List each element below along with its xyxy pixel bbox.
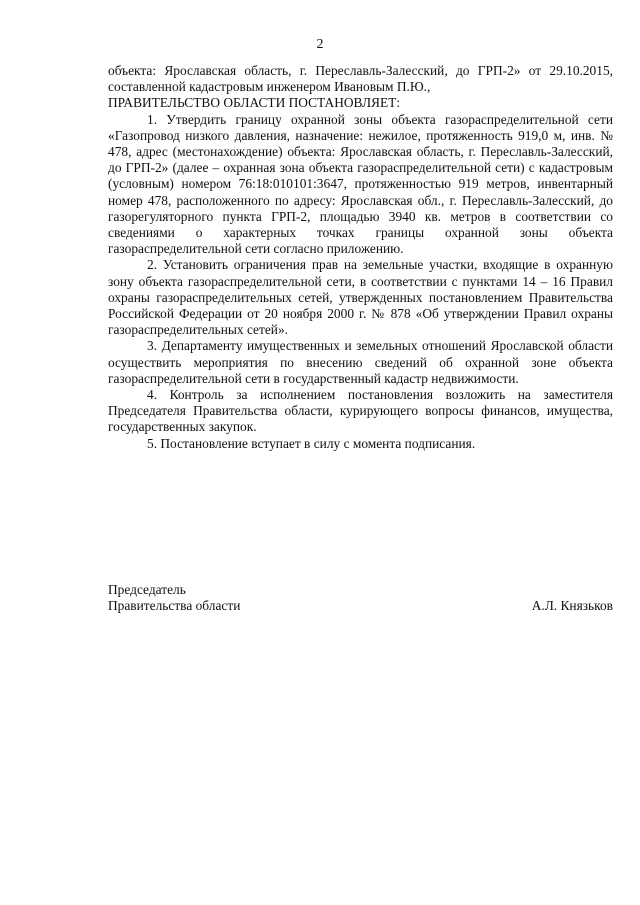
signer-name: А.Л. Князьков — [531, 598, 613, 614]
signature-block — [108, 582, 613, 614]
signature-row — [108, 598, 613, 614]
item-5: 5. Постановление вступает в силу с момента подписания. — [147, 435, 476, 451]
page-number: 2 — [316, 37, 324, 52]
intro-paragraph: объекта: Ярославская область, г. Переславль-Залесский, до ГРП-2» от 29.10.2015, составленной кадастровым инженером Ивановым П.Ю., — [108, 63, 613, 95]
item-4: 4. Контроль за исполнением постановления возложить на заместителя Председателя Правительства области, курирующего вопросы финансов, имущества, государственных закупок. — [108, 387, 613, 435]
item-1: 1. Утвердить границу охранной зоны объекта газораспределительной сети «Газопровод низкого давления, назначение: нежилое, протяженность 919,0 м, инв. № 478, адрес (местонахождение) объекта: Ярославская область, г. Переславль-Залесский, до ГРП-2» (далее – охранная зона объекта газораспределительной сети) с кадастровым (условным) номером 76:18:010101:3647, протяженностью 919 метров, инвентарный номер 478, расположенного по адресу: Ярославская обл., г. Переславль-Залесский, до газорегуляторного пункта ГРП-2, площадью 3940 кв. метров в соответствии со сведениями о характерных точках границы охранной зоны объекта газораспределительной сети согласно приложению. — [108, 111, 613, 257]
item-2: 2. Установить ограничения прав на земельные участки, входящие в охранную зону объекта газораспределительной сети, в соответствии с пунктами 14 – 16 Правил охраны газораспределительных сетей, утвержденных постановлением Правительства Российской Федерации от 20 ноября 2000 г. № 878 «Об утверждении Правил охраны газораспределительных сетей». — [108, 257, 613, 338]
resolves-line: ПРАВИТЕЛЬСТВО ОБЛАСТИ ПОСТАНОВЛЯЕТ: — [108, 95, 401, 111]
signer-title-line2: Правительства области — [108, 598, 241, 614]
document-body — [108, 63, 613, 452]
item-3: 3. Департаменту имущественных и земельных отношений Ярославской области осуществить мероприятия по внесению сведений об охранной зоне объекта газораспределительной сети в государственный кадастр недвижимости. — [108, 338, 613, 386]
signer-title-line1: Председатель — [108, 582, 186, 597]
